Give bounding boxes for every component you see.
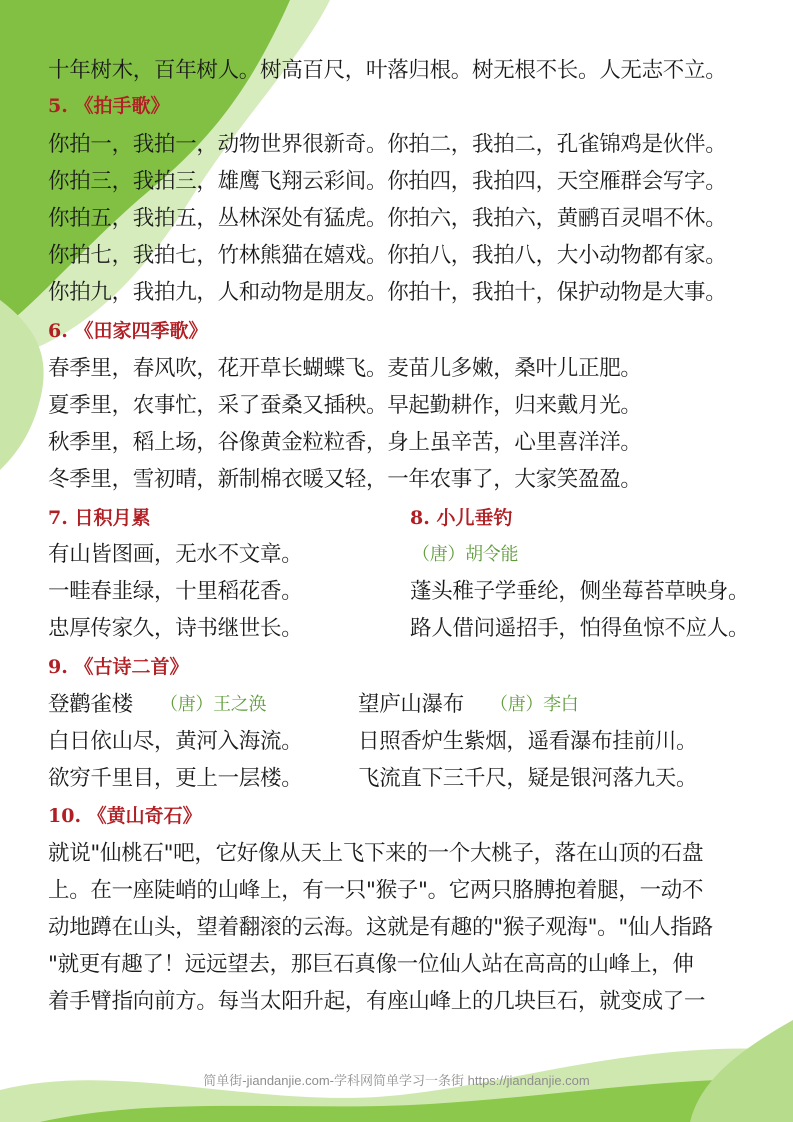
s10-line: "就更有趣了！远远望去，那巨石真像一位仙人站在高高的山峰上，伸 — [48, 952, 694, 977]
s6-line: 夏季里，农事忙，采了蚕桑又插秧。早起勤耕作，归来戴月光。 — [48, 393, 642, 418]
s7-line: 有山皆图画，无水不文章。 — [48, 542, 303, 567]
poem1-line: 欲穷千里目，更上一层楼。 — [48, 766, 303, 791]
s10-line: 着手臂指向前方。每当太阳升起，有座山峰上的几块巨石，就变成了一 — [48, 989, 706, 1014]
page-footer: 简单街-jiandanjie.com-学科网简单学习一条街 https://jiandanjie.com — [203, 1073, 590, 1088]
s10-line: 上。在一座陡峭的山峰上，有一只"猴子"。它两只胳膊抱着腿，一动不 — [48, 878, 704, 903]
s5-line: 你拍一，我拍一，动物世界很新奇。你拍二，我拍二，孔雀锦鸡是伙伴。 — [48, 132, 727, 157]
proverb-line: 十年树木，百年树人。树高百尺，叶落归根。树无根不长。人无志不立。 — [48, 58, 727, 83]
s8-author: （唐）胡令能 — [412, 544, 519, 565]
s5-line: 你拍九，我拍九，人和动物是朋友。你拍十，我拍十，保护动物是大事。 — [48, 280, 727, 305]
s8-line: 路人借问遥招手，怕得鱼惊不应人。 — [410, 616, 750, 641]
section-5-heading: 5. 《拍手歌》 — [48, 95, 170, 117]
s6-line: 冬季里，雪初晴，新制棉衣暖又轻，一年农事了，大家笑盈盈。 — [48, 467, 642, 492]
section-10-heading: 10. 《黄山奇石》 — [48, 805, 202, 827]
s6-line: 秋季里，稻上场，谷像黄金粒粒香，身上虽辛苦，心里喜洋洋。 — [48, 430, 642, 455]
section-7-heading: 7. 日积月累 — [48, 507, 151, 529]
poem1-author: （唐）王之涣 — [160, 694, 267, 715]
s8-line: 蓬头稚子学垂纶，侧坐莓苔草映身。 — [410, 579, 750, 604]
s7-line: 一畦春韭绿，十里稻花香。 — [48, 579, 303, 604]
s10-line: 就说"仙桃石"吧，它好像从天上飞下来的一个大桃子，落在山顶的石盘 — [48, 841, 704, 866]
section-6-heading: 6. 《田家四季歌》 — [48, 320, 208, 342]
s6-line: 春季里，春风吹，花开草长蝴蝶飞。麦苗儿多嫩，桑叶儿正肥。 — [48, 356, 642, 381]
poem2-line: 飞流直下三千尺，疑是银河落九天。 — [358, 766, 698, 791]
poem2-title: 望庐山瀑布 — [358, 692, 465, 717]
poem1-line: 白日依山尽，黄河入海流。 — [48, 729, 303, 754]
s5-line: 你拍三，我拍三，雄鹰飞翔云彩间。你拍四，我拍四，天空雁群会写字。 — [48, 169, 727, 194]
s7-line: 忠厚传家久，诗书继世长。 — [48, 616, 303, 641]
s10-line: 动地蹲在山头，望着翻滚的云海。这就是有趣的"猴子观海"。"仙人指路 — [48, 915, 713, 940]
s5-line: 你拍七，我拍七，竹林熊猫在嬉戏。你拍八，我拍八，大小动物都有家。 — [48, 243, 727, 268]
poem2-author: （唐）李白 — [490, 694, 579, 715]
section-9-heading: 9. 《古诗二首》 — [48, 656, 189, 678]
poem2-line: 日照香炉生紫烟，遥看瀑布挂前川。 — [358, 729, 698, 754]
section-8-heading: 8. 小儿垂钓 — [410, 507, 513, 529]
s5-line: 你拍五，我拍五，丛林深处有猛虎。你拍六，我拍六，黄鹂百灵唱不休。 — [48, 206, 727, 231]
poem1-title: 登鹳雀楼 — [48, 692, 133, 717]
